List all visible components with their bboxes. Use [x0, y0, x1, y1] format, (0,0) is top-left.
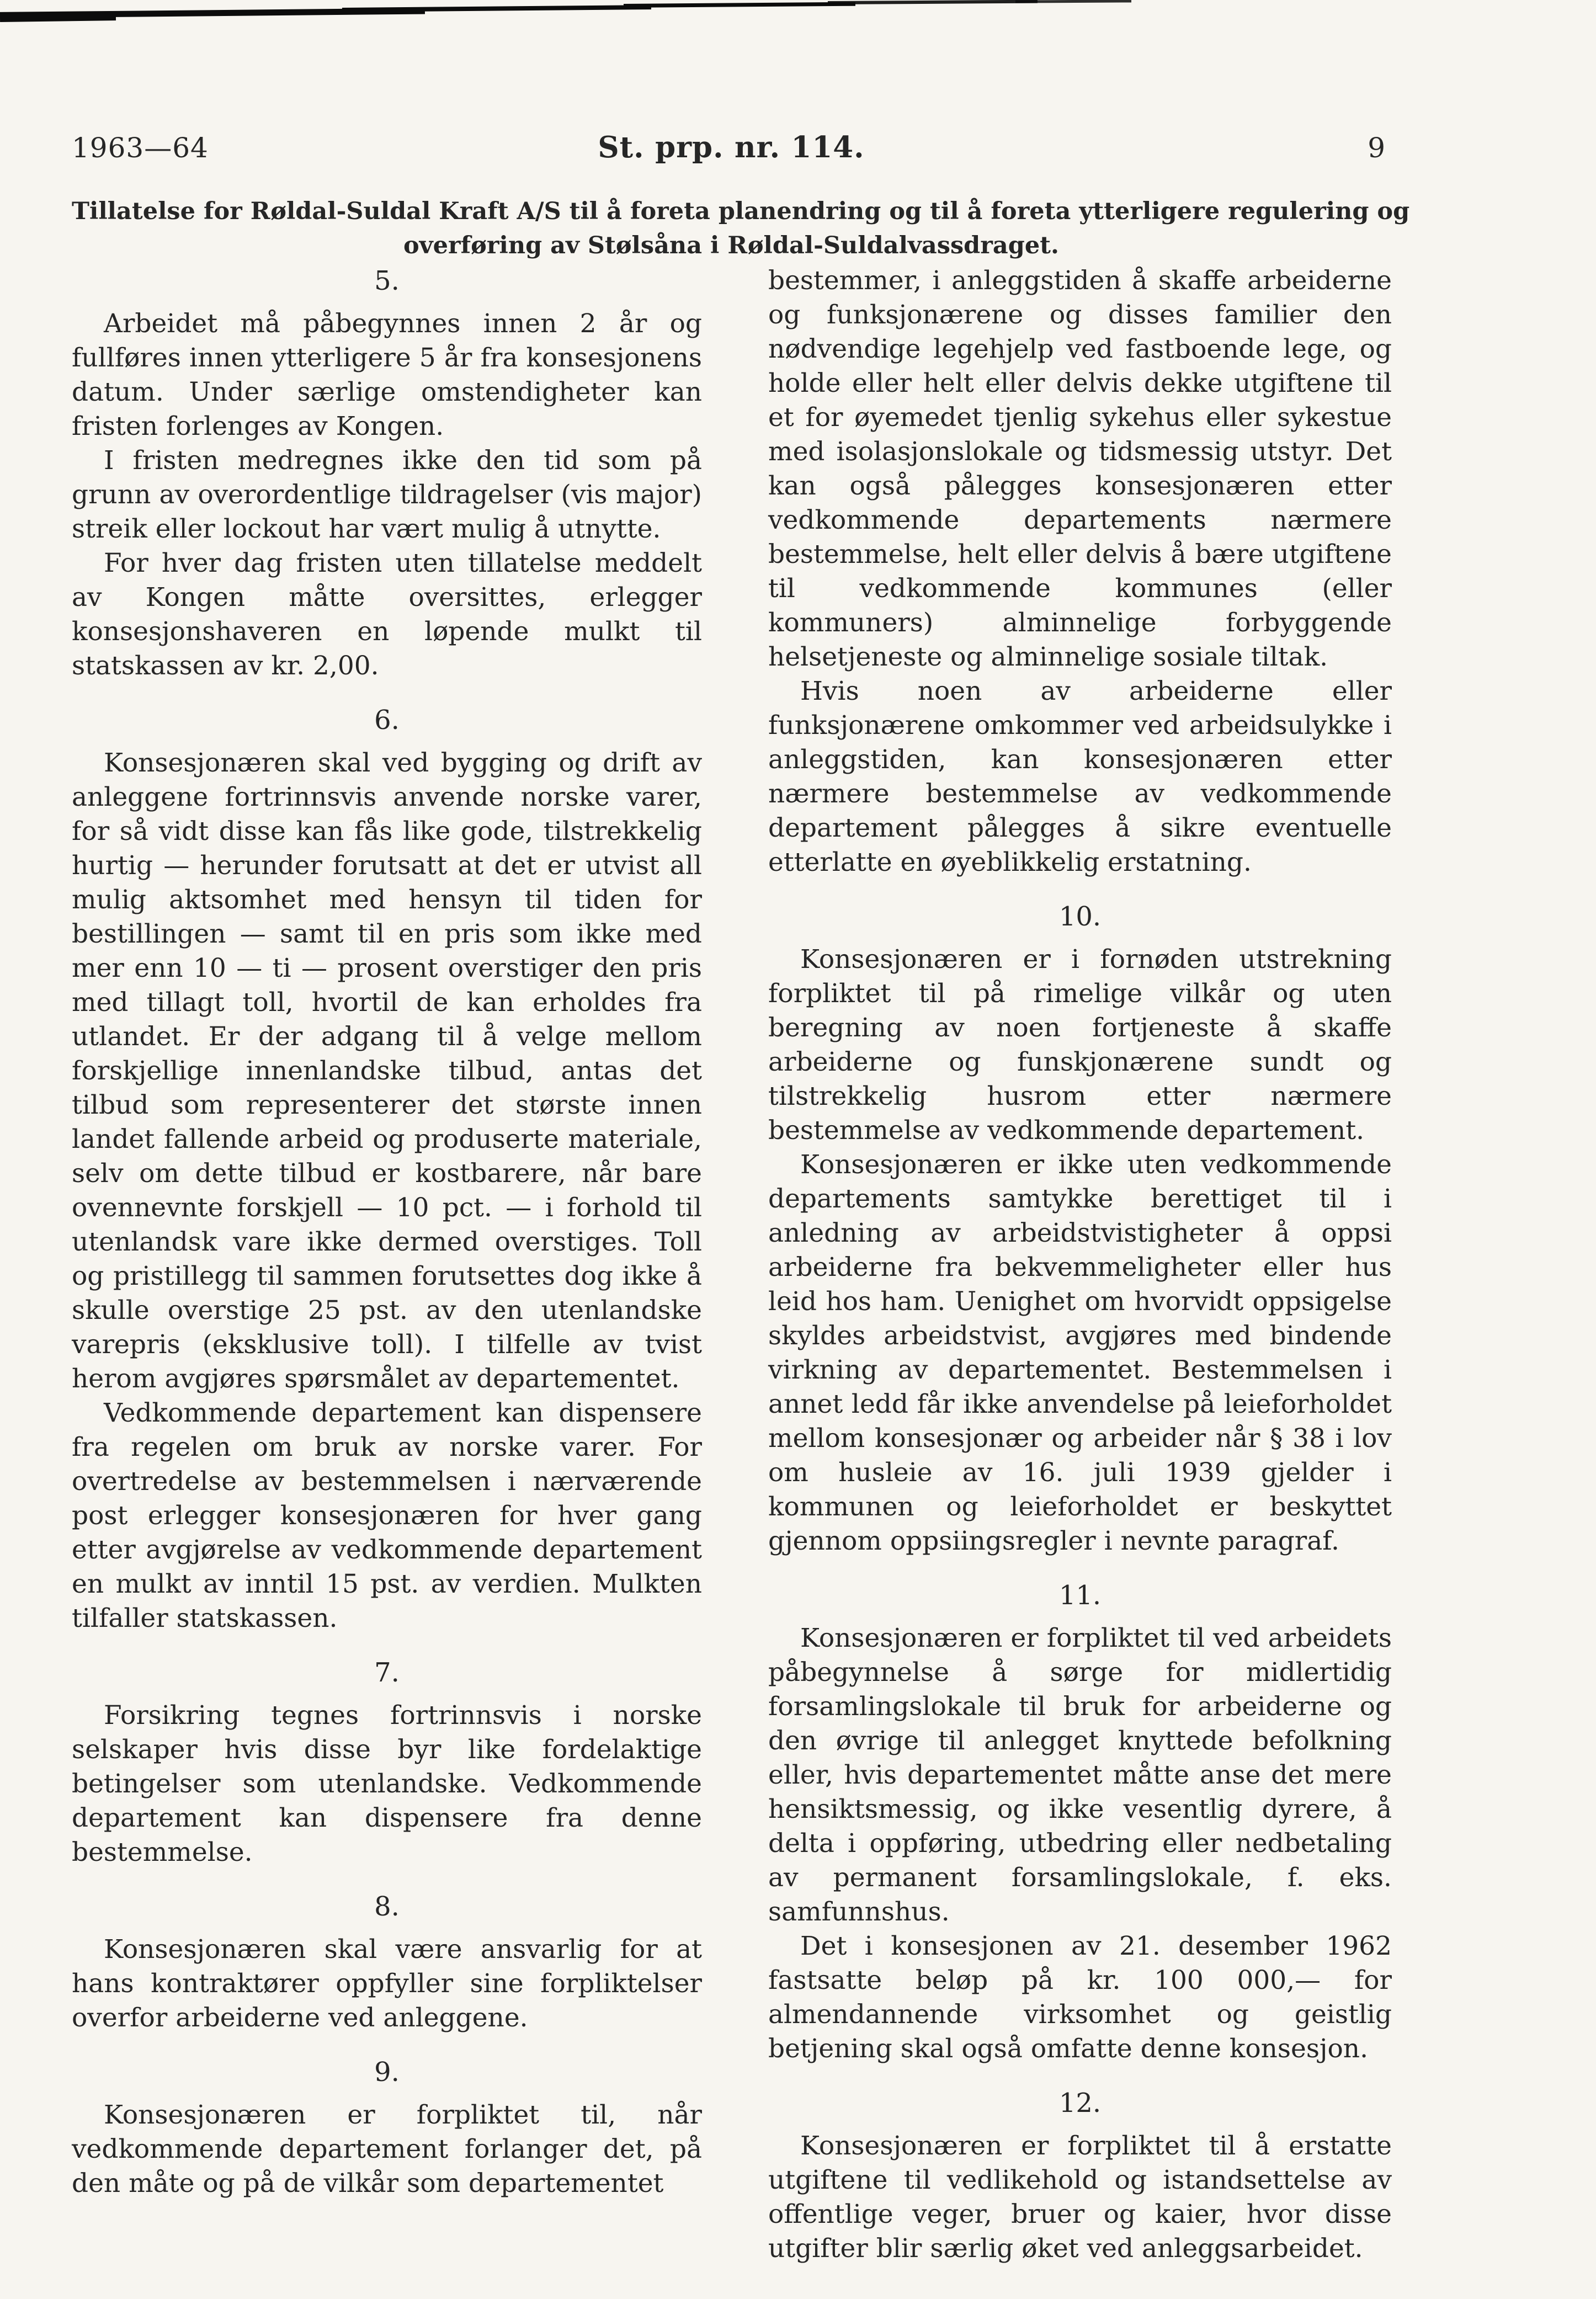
- paragraph: Konsesjonæren er forpliktet til, når vedkommende departement forlanger det, på den måte og på de vilkår som departementet: [72, 2100, 702, 2199]
- section-heading: 6.: [374, 705, 400, 736]
- page-number: 9: [1368, 132, 1385, 164]
- scan-artifact: [342, 5, 651, 12]
- left-column: [72, 264, 702, 2201]
- paragraph: Konsesjonæren skal være ansvarlig for at hans kontraktører oppfyller sine forpliktelser overfor arbeiderne ved anleggene.: [72, 1934, 702, 2033]
- section-9: [72, 2055, 702, 2201]
- document-subtitle: [72, 194, 1410, 263]
- section-8: [72, 1890, 702, 2035]
- section-heading: 5.: [374, 265, 400, 296]
- paragraph: I fristen medregnes ikke den tid som på grunn av overordentlige tildragelser (vis major) streik eller lockout har vært mulig å utnytte.: [72, 445, 702, 544]
- section-12: [768, 2086, 1392, 2266]
- session-label: 1963—64: [72, 132, 209, 164]
- subtitle-line-2: overføring av Stølsåna i Røldal-Suldalvassdraget.: [403, 232, 1060, 259]
- paragraph: bestemmer, i anleggstiden å skaffe arbeiderne og funksjonærene og disses familier den nødvendige legehjelp ved fastboende lege, og holde eller helt eller delvis dekke utgiftene til et for øyemedet tjenlig sykehus eller sykestue med isolasjonslokale og tidsmessig utstyr. Det kan også pålegges konsesjonæren etter vedkommende departements nærmere bestemmelse, helt eller delvis å bære utgiftene til vedkommende kommunes (eller kommuners) alminnelige forbyggende helsetjeneste og alminnelige sosiale tiltak.: [768, 265, 1392, 672]
- section-heading: 10.: [1058, 901, 1102, 932]
- scan-artifact: [1015, 0, 1131, 3]
- section-heading: 11.: [1058, 1580, 1102, 1611]
- paragraph: Forsikring tegnes fortrinnsvis i norske selskaper hvis disse byr like fordelaktige betingelser som utenlandske. Vedkommende departement kan dispensere fra denne bestemmelse.: [72, 1700, 702, 1867]
- section-5: [72, 264, 702, 683]
- section-10: [768, 900, 1392, 1558]
- subtitle-line-1: Tillatelse for Røldal-Suldal Kraft A/S til å foreta planendring og til å foreta ytterligere regulering og: [72, 198, 1410, 225]
- section-7: [72, 1656, 702, 1870]
- section-heading: 8.: [374, 1891, 400, 1922]
- paragraph: Konsesjonæren er forpliktet til å erstatte utgiftene til vedlikehold og istandsettelse av offentlige veger, bruer og kaier, hvor disse utgifter blir særlig øket ved anleggsarbeidet.: [768, 2131, 1392, 2264]
- paragraph: Hvis noen av arbeiderne eller funksjonærene omkommer ved arbeidsulykke i anleggstiden, kan konsesjonæren etter nærmere bestemmelse av vedkommende departement pålegges å sikre eventuelle etterlatte en øyeblikkelig erstatning.: [768, 676, 1392, 877]
- section-9-continuation: [768, 264, 1392, 880]
- section-heading: 12.: [1058, 2088, 1102, 2119]
- paragraph: For hver dag fristen uten tillatelse meddelt av Kongen måtte oversittes, erlegger konsesjonshaveren en løpende mulkt til statskassen av kr. 2,00.: [72, 548, 702, 681]
- scan-artifact: [0, 13, 116, 22]
- running-header: [72, 130, 1391, 164]
- paragraph: Konsesjonæren er i fornøden utstrekning forpliktet til på rimelige vilkår og uten beregning av noen fortjeneste å skaffe arbeiderne og funskjonærene sundt og tilstrekkelig husrom etter nærmere bestemmelse av vedkommende departement.: [768, 944, 1392, 1146]
- paragraph: Vedkommende departement kan dispensere fra regelen om bruk av norske varer. For overtredelse av bestemmelsen i nærværende post erlegger konsesjonæren for hver gang etter avgjørelse av vedkommende departement en mulkt av inntil 15 pst. av verdien. Mulkten tilfaller statskassen.: [72, 1398, 702, 1633]
- paragraph: Arbeidet må påbegynnes innen 2 år og fullføres innen ytterligere 5 år fra konsesjonens datum. Under særlige omstendigheter kan fristen forlenges av Kongen.: [72, 308, 702, 441]
- right-column: [768, 264, 1392, 2266]
- paragraph: Konsesjonæren er ikke uten vedkommende departements samtykke berettiget til i anledning av arbeidstvistigheter å oppsi arbeiderne fra bekvemmeligheter eller hus leid hos ham. Uenighet om hvorvidt oppsigelse skyldes arbeidstvist, avgjøres med bindende virkning av departementet. Bestemmelsen i annet ledd får ikke anvendelse på leieforholdet mellom konsesjonær og arbeider når § 38 i lov om husleie av 16. juli 1939 gjelder i kommunen og leieforholdet er beskyttet gjennom oppsiingsregler i nevnte paragraf.: [768, 1150, 1392, 1556]
- scan-artifact: [624, 2, 855, 8]
- section-11: [768, 1578, 1392, 2066]
- document-title: St. prp. nr. 114.: [598, 130, 865, 164]
- section-heading: 9.: [374, 2057, 400, 2088]
- section-6: [72, 703, 702, 1636]
- paragraph: Det i konsesjonen av 21. desember 1962 fastsatte beløp på kr. 100 000,— for almendannende virksomhet og geistlig betjening skal også omfatte denne konsesjon.: [768, 1931, 1392, 2064]
- paragraph: Konsesjonæren er forpliktet til ved arbeidets påbegynnelse å sørge for midlertidig forsamlingslokale til bruk for arbeiderne og den øvrige til anlegget knyttede befolkning eller, hvis departementet måtte anse det mere hensiktsmessig, og ikke vesentlig dyrere, å delta i oppføring, utbedring eller nedbetaling av permanent forsamlingslokale, f. eks. samfunnshus.: [768, 1623, 1392, 1927]
- paragraph: Konsesjonæren skal ved bygging og drift av anleggene fortrinnsvis anvende norske varer, for så vidt disse kan fås like gode, tilstrekkelig hurtig — herunder forutsatt at det er utvist all mulig aktsomhet med hensyn til tiden for bestillingen — samt til en pris som ikke med mer enn 10 — ti — prosent overstiger den pris med tillagt toll, hvortil de kan erholdes fra utlandet. Er der adgang til å velge mellom forskjellige innenlandske tilbud, antas det tilbud som representerer det største innen landet fallende arbeid og produserte materiale, selv om dette tilbud er kostbarere, når bare ovennevnte forskjell — 10 pct. — i forhold til utenlandsk vare ikke dermed overstiges. Toll og pristillegg til sammen forutsettes dog ikke å skulle overstige 25 pst. av den utenlandske varepris (eksklusive toll). I tilfelle av tvist herom avgjøres spørsmålet av departementet.: [72, 748, 702, 1394]
- section-heading: 7.: [374, 1657, 400, 1688]
- scan-artifact: [828, 0, 1038, 4]
